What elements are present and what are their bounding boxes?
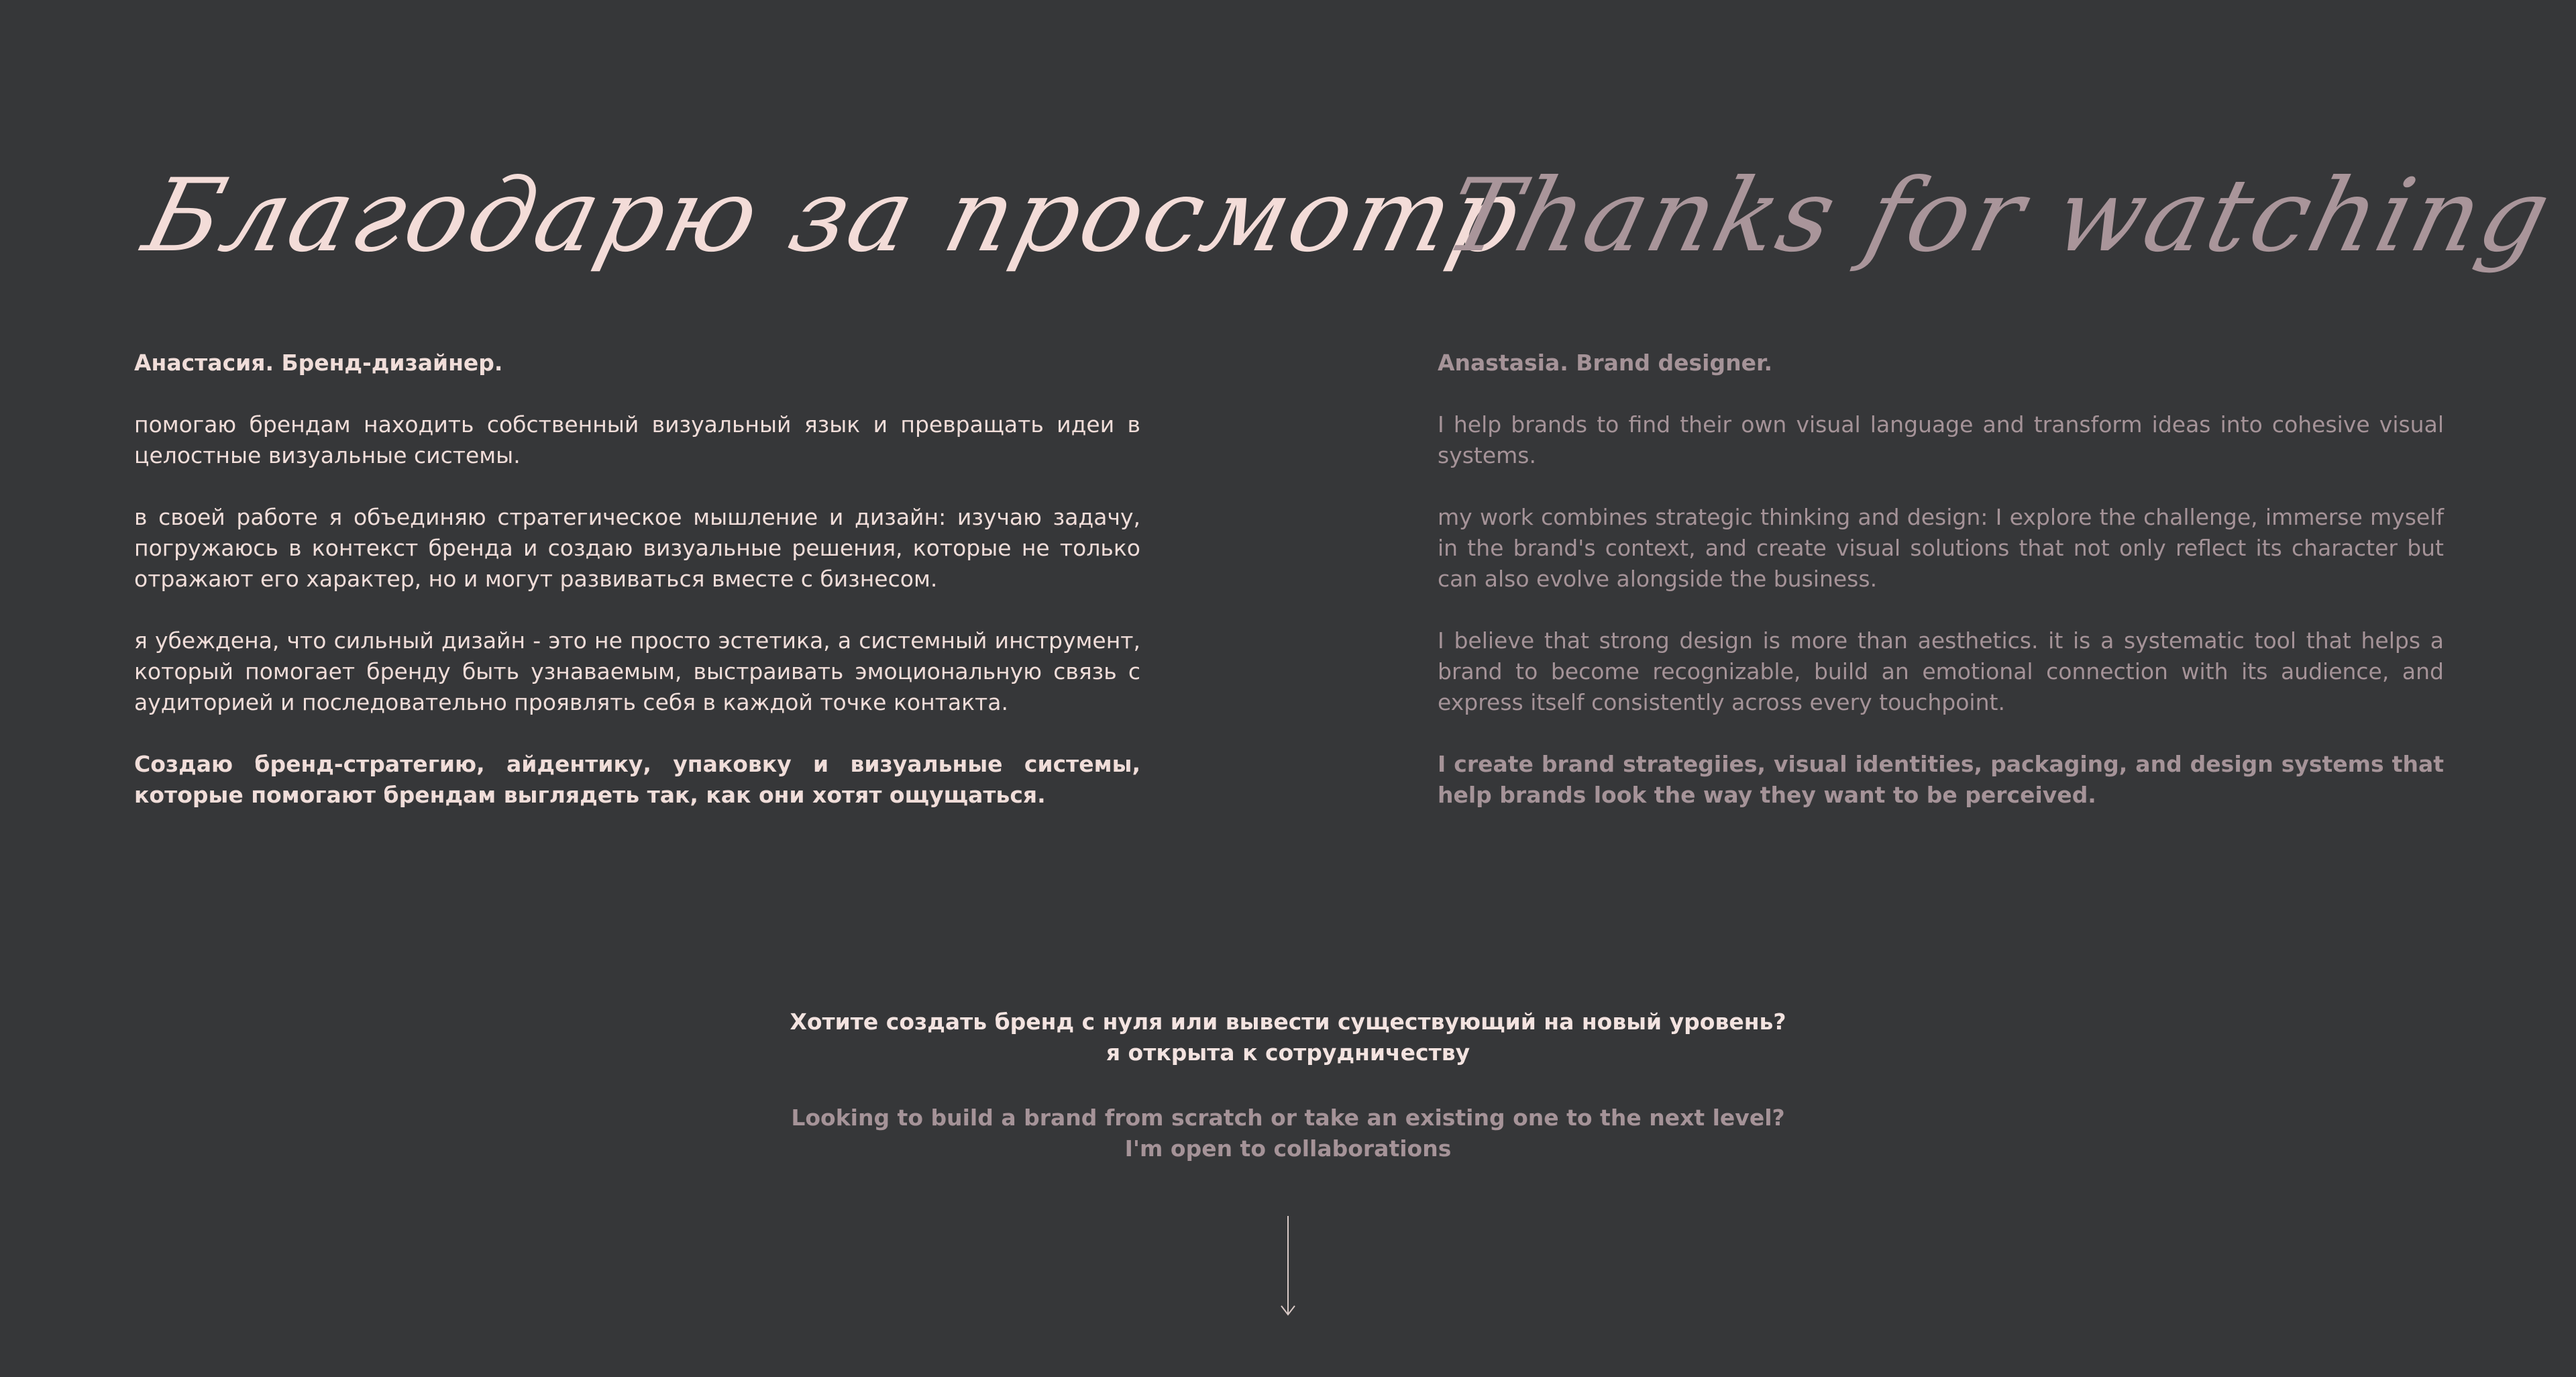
title-english: Thanks for watching [1435,158,2564,274]
en-paragraph-2: my work combines strategic thinking and design: I explore the challenge, immerse myself in the brand's context, and create visual solutions that not only reflect its character but can also evolve alongside the business. [1438,504,2444,592]
ru-paragraph-4: Создаю бренд-стратегию, айдентику, упаковку и визуальные системы, которые помогают брендам выглядеть так, как они хотят ощущаться. [134,751,1140,808]
cta-english [0,1103,2576,1164]
cta-russian [0,1007,2576,1068]
en-paragraph-4: I create brand strategiies, visual identities, packaging, and design systems that help brands look the way they want to be perceived. [1438,751,2444,808]
en-paragraph-3: I believe that strong design is more than aesthetics. it is a systematic tool that helps a brand to become recognizable, build an emotional connection with its audience, and express itself consistently across every touchpoint. [1438,627,2444,715]
ru-paragraph-1: помогаю брендам находить собственный визуальный язык и превращать идеи в целостные визуальные системы. [134,411,1140,468]
en-heading: Anastasia. Brand designer. [1438,350,1773,376]
ru-paragraph-3: я убеждена, что сильный дизайн - это не просто эстетика, а системный инструмент, который помогает бренду быть узнаваемым, выстраивать эмоциональную связь с аудиторией и последовательно проявлять себя в каждой точке контакта. [134,627,1140,715]
english-column [1438,348,2444,842]
cta-ru-line-2: я открыта к сотрудничеству [1106,1039,1470,1066]
ru-heading: Анастасия. Бренд-дизайнер. [134,350,503,376]
cta-en-line-2: I'm open to collaborations [1124,1135,1452,1162]
title-russian: Благодарю за просмотр [133,158,1534,274]
cta-ru-line-1: Хотите создать бренд с нуля или вывести существующий на новый уровень? [790,1009,1786,1035]
ru-paragraph-2: в своей работе я объединяю стратегическое мышление и дизайн: изучаю задачу, погружаюсь в контекст бренда и создаю визуальные решения, которые не только отражают его характер, но и могут развиваться вместе с бизнесом. [134,504,1140,592]
cta-en-line-1: Looking to build a brand from scratch or take an existing one to the next level? [791,1105,1785,1131]
en-paragraph-1: I help brands to find their own visual language and transform ideas into cohesive visual systems. [1438,411,2444,468]
arrow-down-icon[interactable] [1277,1216,1299,1317]
russian-column [134,348,1140,842]
